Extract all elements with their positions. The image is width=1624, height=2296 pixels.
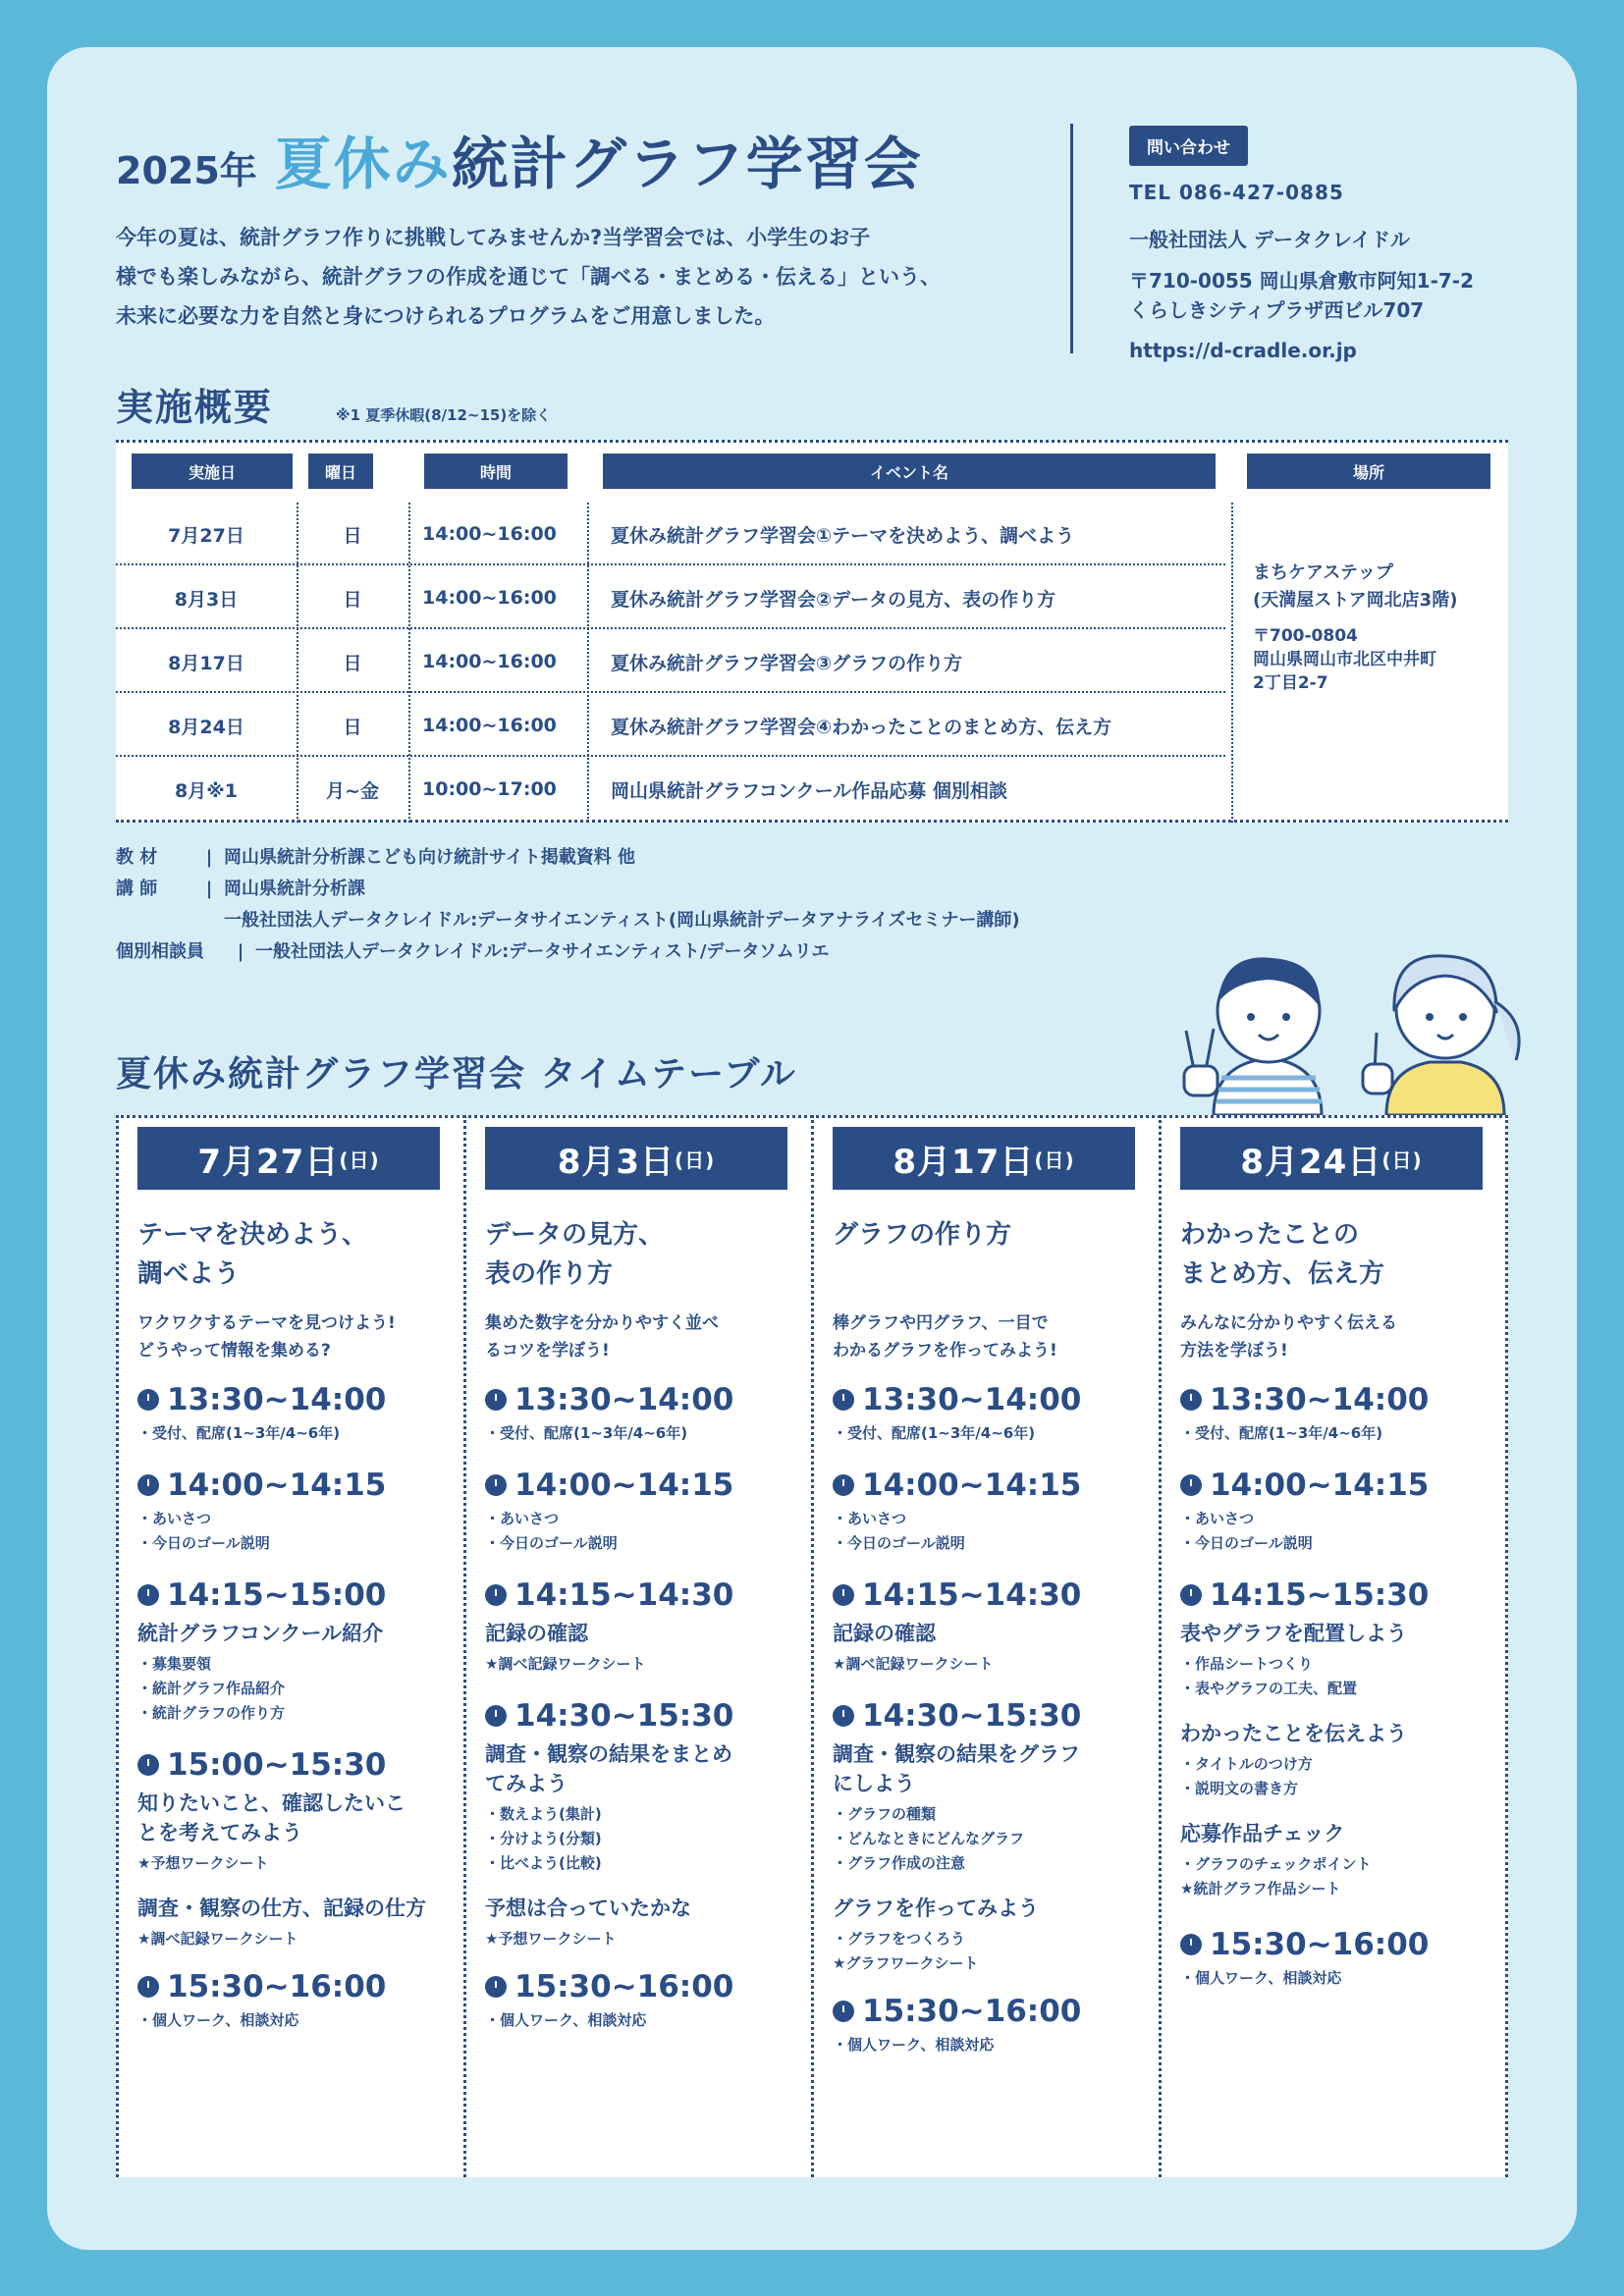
clock-icon <box>833 2001 854 2022</box>
col-header-event: イベント名 <box>603 454 1216 489</box>
table-row <box>116 694 1225 757</box>
text-line: 調査・観察の結果をグラフ <box>833 1742 1080 1766</box>
clock-icon <box>833 1389 854 1411</box>
table-border <box>116 820 1508 823</box>
text-line: ・グラフのチェックポイント <box>1180 1855 1372 1873</box>
text-line: ・あいさつ <box>485 1510 560 1527</box>
separator: | <box>205 847 213 868</box>
time-slot <box>833 1382 1137 1417</box>
text-line: ★調べ記録ワークシート <box>833 1655 994 1673</box>
text-line: 棒グラフや円グラフ、一目で <box>833 1313 1049 1333</box>
activity-title <box>485 1739 789 1798</box>
text-line: ・比べよう(比較) <box>485 1854 602 1872</box>
date-badge <box>485 1127 787 1190</box>
clock-icon <box>833 1705 854 1727</box>
text-line: 14:00~14:15 <box>862 1468 1082 1503</box>
activity-title <box>137 1789 442 1847</box>
text-line: ・今日のゴール説明 <box>1180 1534 1313 1552</box>
boy-illustration <box>1184 957 1322 1115</box>
row-time: 10:00~17:00 <box>422 778 557 800</box>
text-line: ★調べ記録ワークシート <box>485 1655 646 1673</box>
activity-title: 記録の確認 <box>833 1622 936 1645</box>
intro-line: 未来に必要な力を自然と身につけられるプログラムをご用意しました。 <box>116 304 776 328</box>
date-label: 8月3日 <box>557 1142 676 1182</box>
table-row <box>116 758 1225 821</box>
text-line: ・表やグラフの工夫、配置 <box>1180 1680 1358 1697</box>
advisor-label: 個別相談員 <box>116 941 204 962</box>
col-header-place: 場所 <box>1247 454 1490 489</box>
text-line: ・個人ワーク、相談対応 <box>137 2011 299 2029</box>
text-line: 14:00~14:15 <box>514 1468 734 1503</box>
text-line: ★統計グラフ作品シート <box>1180 1880 1341 1897</box>
time-slot <box>833 1468 1137 1503</box>
row-day: 日 <box>343 652 362 674</box>
text-line: ★予想ワークシート <box>485 1930 617 1948</box>
text-line: ・作品シートつくり <box>1180 1655 1314 1673</box>
row-time: 14:00~16:00 <box>422 651 557 672</box>
clock-icon <box>1180 1584 1202 1606</box>
text-line: にしよう <box>833 1772 915 1795</box>
time-slot <box>1180 1468 1485 1503</box>
clock-icon <box>485 1584 507 1606</box>
text-line: グラフの作り方 <box>833 1220 1012 1250</box>
activity-title: グラフを作ってみよう <box>833 1896 1039 1920</box>
row-time: 14:00~16:00 <box>422 587 557 609</box>
text-line: ★調べ記録ワークシート <box>137 1930 298 1948</box>
text-line: ・今日のゴール説明 <box>833 1534 965 1552</box>
time-slot <box>833 1698 1137 1734</box>
table-border <box>116 440 1508 443</box>
timetable <box>116 1115 1508 2177</box>
text-line: ・あいさつ <box>137 1510 212 1527</box>
clock-icon <box>1180 1934 1202 1955</box>
text-line: ・統計グラフ作品紹介 <box>137 1680 286 1697</box>
clock-icon <box>137 1389 159 1411</box>
text-line: ワクワクするテーマを見つけよう! <box>137 1313 396 1333</box>
clock-icon <box>485 1474 507 1496</box>
location-address: 2丁目2-7 <box>1253 673 1328 693</box>
clock-icon <box>1180 1474 1202 1496</box>
text-line: 14:15~15:00 <box>167 1577 387 1613</box>
text-line: 13:30~14:00 <box>167 1382 387 1417</box>
time-slot <box>485 1577 789 1613</box>
clock-icon <box>485 1705 507 1727</box>
col-divider <box>116 1115 119 2177</box>
text-line: ・受付、配席(1~3年/4~6年) <box>485 1424 688 1442</box>
text-line: まとめ方、伝え方 <box>1180 1259 1385 1289</box>
text-line: てみよう <box>485 1772 568 1795</box>
row-event: 夏休み統計グラフ学習会②データの見方、表の作り方 <box>611 588 1056 611</box>
meta-info <box>116 842 1020 968</box>
row-day: 日 <box>343 588 362 611</box>
time-slot <box>1180 1382 1485 1417</box>
text-line: ・個人ワーク、相談対応 <box>1180 1969 1342 1987</box>
activity-title: 調査・観察の仕方、記録の仕方 <box>137 1896 426 1920</box>
text-line: ・あいさつ <box>833 1510 907 1527</box>
clock-icon <box>137 1754 159 1776</box>
time-slot <box>1180 1927 1485 1962</box>
activity-title: 表やグラフを配置しよう <box>1180 1622 1407 1645</box>
row-event: 夏休み統計グラフ学習会①テーマを決めよう、調べよう <box>611 524 1075 547</box>
text-line: ・グラフをつくろう <box>833 1930 966 1948</box>
text-line: 14:00~14:15 <box>1210 1468 1430 1503</box>
clock-icon <box>137 1976 159 1998</box>
col-header-date: 実施日 <box>132 454 293 489</box>
text-line: 15:30~16:00 <box>1210 1927 1430 1962</box>
row-date: 8月24日 <box>168 716 244 738</box>
text-line: ・グラフの種類 <box>833 1805 937 1823</box>
page-title <box>116 118 923 200</box>
text-line: 14:30~15:30 <box>514 1698 734 1734</box>
text-line: 14:00~14:15 <box>167 1468 387 1503</box>
contact-address-2: くらしきシティプラザ西ビル707 <box>1129 298 1425 322</box>
row-date: 7月27日 <box>168 524 244 547</box>
col-divider <box>463 1115 466 2177</box>
title-main: 統計グラフ学習会 <box>451 131 923 197</box>
intro-line: 今年の夏は、統計グラフ作りに挑戦してみませんか?当学習会では、小学生のお子 <box>116 226 871 249</box>
clock-icon <box>137 1584 159 1606</box>
date-label: 7月27日 <box>197 1142 340 1182</box>
table-row <box>116 503 1225 565</box>
text-line: みんなに分かりやすく伝える <box>1180 1313 1397 1333</box>
text-line: 15:00~15:30 <box>167 1747 387 1783</box>
text-line: 調べよう <box>137 1259 241 1289</box>
table-row <box>116 630 1225 693</box>
advisor-value: 一般社団法人データクレイドル:データサイエンティスト/データソムリエ <box>255 941 830 962</box>
schedule <box>137 1382 442 2033</box>
date-badge <box>833 1127 1135 1190</box>
location-address: 岡山県岡山市北区中井町 <box>1253 650 1436 669</box>
header-divider <box>1070 124 1073 353</box>
clock-icon <box>833 1474 854 1496</box>
session-title <box>1180 1215 1384 1294</box>
overview-table <box>116 440 1508 823</box>
time-slot <box>137 1382 442 1417</box>
text-line: ・募集要領 <box>137 1655 212 1673</box>
contact-info <box>1129 181 1474 368</box>
contact-badge: 問い合わせ <box>1129 126 1248 166</box>
contact-tel[interactable]: TEL 086-427-0885 <box>1129 181 1344 204</box>
location-zip: 〒700-0804 <box>1253 626 1358 646</box>
date-badge <box>1180 1127 1483 1190</box>
text-line: ・受付、配席(1~3年/4~6年) <box>833 1424 1036 1442</box>
activity-title: わかったことを伝えよう <box>1180 1722 1407 1745</box>
col-divider <box>1159 1115 1162 2177</box>
session-title <box>485 1215 664 1294</box>
time-slot <box>137 1747 442 1783</box>
materials-label: 教 材 <box>116 847 158 868</box>
row-date: 8月※1 <box>175 779 238 802</box>
activity-title: 予想は合っていたかな <box>485 1896 691 1920</box>
time-slot <box>833 1994 1137 2029</box>
activity-title <box>833 1739 1137 1798</box>
session-desc <box>137 1309 396 1364</box>
col-divider <box>1231 503 1233 823</box>
text-line: 14:15~14:30 <box>862 1577 1082 1613</box>
time-slot <box>137 1577 442 1613</box>
row-day: 月~金 <box>326 779 379 802</box>
time-slot <box>485 1468 789 1503</box>
time-slot <box>833 1577 1137 1613</box>
schedule <box>485 1382 789 2033</box>
girl-illustration <box>1363 956 1519 1115</box>
row-time: 14:00~16:00 <box>422 523 557 545</box>
activity-title: 統計グラフコンクール紹介 <box>137 1622 384 1645</box>
text-line: わかるグラフを作ってみよう! <box>833 1341 1057 1361</box>
time-slot <box>485 1969 789 2004</box>
row-event: 岡山県統計グラフコンクール作品応募 個別相談 <box>611 779 1007 802</box>
lecturer-label: 講 師 <box>116 879 158 899</box>
contact-address-1: 〒710-0055 岡山県倉敷市阿知1-7-2 <box>1129 269 1475 293</box>
clock-icon <box>833 1584 854 1606</box>
schedule <box>1180 1382 1485 1991</box>
text-line: 調査・観察の結果をまとめ <box>485 1742 732 1766</box>
text-line: ・あいさつ <box>1180 1510 1255 1527</box>
table-row <box>116 566 1225 629</box>
text-line: 14:15~15:30 <box>1210 1577 1430 1613</box>
text-line: ・今日のゴール説明 <box>137 1534 270 1552</box>
text-line: どうやって情報を集める? <box>137 1341 331 1361</box>
text-line: ・数えよう(集計) <box>485 1805 602 1823</box>
text-line: ・どんなときにどんなグラフ <box>833 1830 1025 1847</box>
separator: | <box>205 879 213 899</box>
text-line: 集めた数字を分かりやすく並べ <box>485 1313 719 1333</box>
text-line: ・今日のゴール説明 <box>485 1534 618 1552</box>
timetable-heading: 夏休み統計グラフ学習会 タイムテーブル <box>116 1054 797 1095</box>
text-line: 15:30~16:00 <box>862 1994 1082 2029</box>
intro-line: 様でも楽しみながら、統計グラフの作成を通じて「調べる・まとめる・伝える」という、 <box>116 265 941 289</box>
text-line: 14:15~14:30 <box>514 1577 734 1613</box>
text-line: ・統計グラフの作り方 <box>137 1704 286 1722</box>
schedule-item: ・受付、配席(1~3年/4~6年) <box>137 1424 341 1442</box>
date-badge <box>137 1127 440 1190</box>
col-header-time: 時間 <box>424 454 568 489</box>
session-title <box>833 1215 1011 1255</box>
text-line: 15:30~16:00 <box>167 1969 387 2004</box>
row-date: 8月3日 <box>174 588 239 611</box>
separator: | <box>237 941 244 962</box>
text-line: ・個人ワーク、相談対応 <box>833 2036 995 2054</box>
text-line: ・個人ワーク、相談対応 <box>485 2011 647 2029</box>
time-slot <box>137 1468 442 1503</box>
session-desc <box>485 1309 719 1364</box>
session-desc <box>1180 1309 1397 1364</box>
date-label: 8月17日 <box>893 1142 1035 1182</box>
location-name: まちケアステップ <box>1253 562 1393 583</box>
overview-heading: 実施概要 <box>116 386 274 429</box>
location-name-sub: (天満屋ストア岡北店3階) <box>1253 590 1458 611</box>
text-line: ★予想ワークシート <box>137 1854 269 1872</box>
dow-label: (日) <box>1034 1148 1075 1172</box>
col-divider <box>811 1115 814 2177</box>
text-line: テーマを決めよう、 <box>137 1220 368 1250</box>
dow-label: (日) <box>339 1148 380 1172</box>
text-line: るコツを学ぼう! <box>485 1341 610 1361</box>
clock-icon <box>1180 1389 1202 1411</box>
text-line: 13:30~14:00 <box>862 1382 1082 1417</box>
session-desc <box>833 1309 1057 1364</box>
clock-icon <box>485 1389 507 1411</box>
text-line: 方法を学ぼう! <box>1180 1341 1288 1361</box>
contact-url[interactable]: https://d-cradle.or.jp <box>1129 339 1357 362</box>
time-slot <box>485 1382 789 1417</box>
activity-title: 記録の確認 <box>485 1622 588 1645</box>
contact-org: 一般社団法人 データクレイドル <box>1129 228 1410 251</box>
text-line: 知りたいこと、確認したいこ <box>137 1791 406 1815</box>
lecturer-value-2: 一般社団法人データクレイドル:データサイエンティスト(岡山県統計データアナライズセミナー講師) <box>224 910 1020 931</box>
text-line: ・説明文の書き方 <box>1180 1780 1299 1797</box>
time-slot <box>137 1969 442 2004</box>
clock-icon <box>137 1474 159 1496</box>
col-header-day: 曜日 <box>308 454 373 489</box>
clock-icon <box>485 1976 507 1998</box>
children-illustration <box>1174 923 1538 1115</box>
row-day: 日 <box>343 716 362 738</box>
dow-label: (日) <box>675 1148 716 1172</box>
dow-label: (日) <box>1381 1148 1423 1172</box>
text-line: わかったことの <box>1180 1220 1360 1250</box>
activity-title: 応募作品チェック <box>1180 1822 1345 1845</box>
overview-note: ※1 夏季休暇(8/12~15)を除く <box>336 406 552 424</box>
row-event: 夏休み統計グラフ学習会④わかったことのまとめ方、伝え方 <box>611 716 1112 738</box>
session-title <box>137 1215 367 1294</box>
title-year: 2025年 <box>116 149 257 192</box>
text-line: 14:30~15:30 <box>862 1698 1082 1734</box>
location-cell <box>1253 560 1457 695</box>
text-line: ・受付、配席(1~3年/4~6年) <box>1180 1424 1383 1442</box>
text-line: 15:30~16:00 <box>514 1969 734 2004</box>
text-line: ・グラフ作成の注意 <box>833 1854 966 1872</box>
text-line: 表の作り方 <box>485 1259 614 1289</box>
time-slot <box>485 1698 789 1734</box>
time-slot <box>1180 1577 1485 1613</box>
title-accent: 夏休み <box>274 131 452 197</box>
row-day: 日 <box>343 524 362 547</box>
row-date: 8月17日 <box>168 652 244 674</box>
schedule <box>833 1382 1137 2057</box>
text-line: とを考えてみよう <box>137 1821 302 1844</box>
text-line: ・分けよう(分類) <box>485 1830 602 1847</box>
text-line: 13:30~14:00 <box>1210 1382 1430 1417</box>
text-line: 13:30~14:00 <box>514 1382 734 1417</box>
date-label: 8月24日 <box>1240 1142 1382 1182</box>
row-time: 14:00~16:00 <box>422 715 557 736</box>
text-line: ・タイトルのつけ方 <box>1180 1755 1313 1773</box>
text-line: データの見方、 <box>485 1220 665 1250</box>
text-line: ★グラフワークシート <box>833 1954 979 1972</box>
lecturer-value-1: 岡山県統計分析課 <box>224 879 365 899</box>
intro-text <box>116 218 1039 336</box>
col-divider <box>1505 1115 1508 2177</box>
row-event: 夏休み統計グラフ学習会③グラフの作り方 <box>611 652 963 674</box>
materials-value: 岡山県統計分析課こども向け統計サイト掲載資料 他 <box>224 847 636 868</box>
